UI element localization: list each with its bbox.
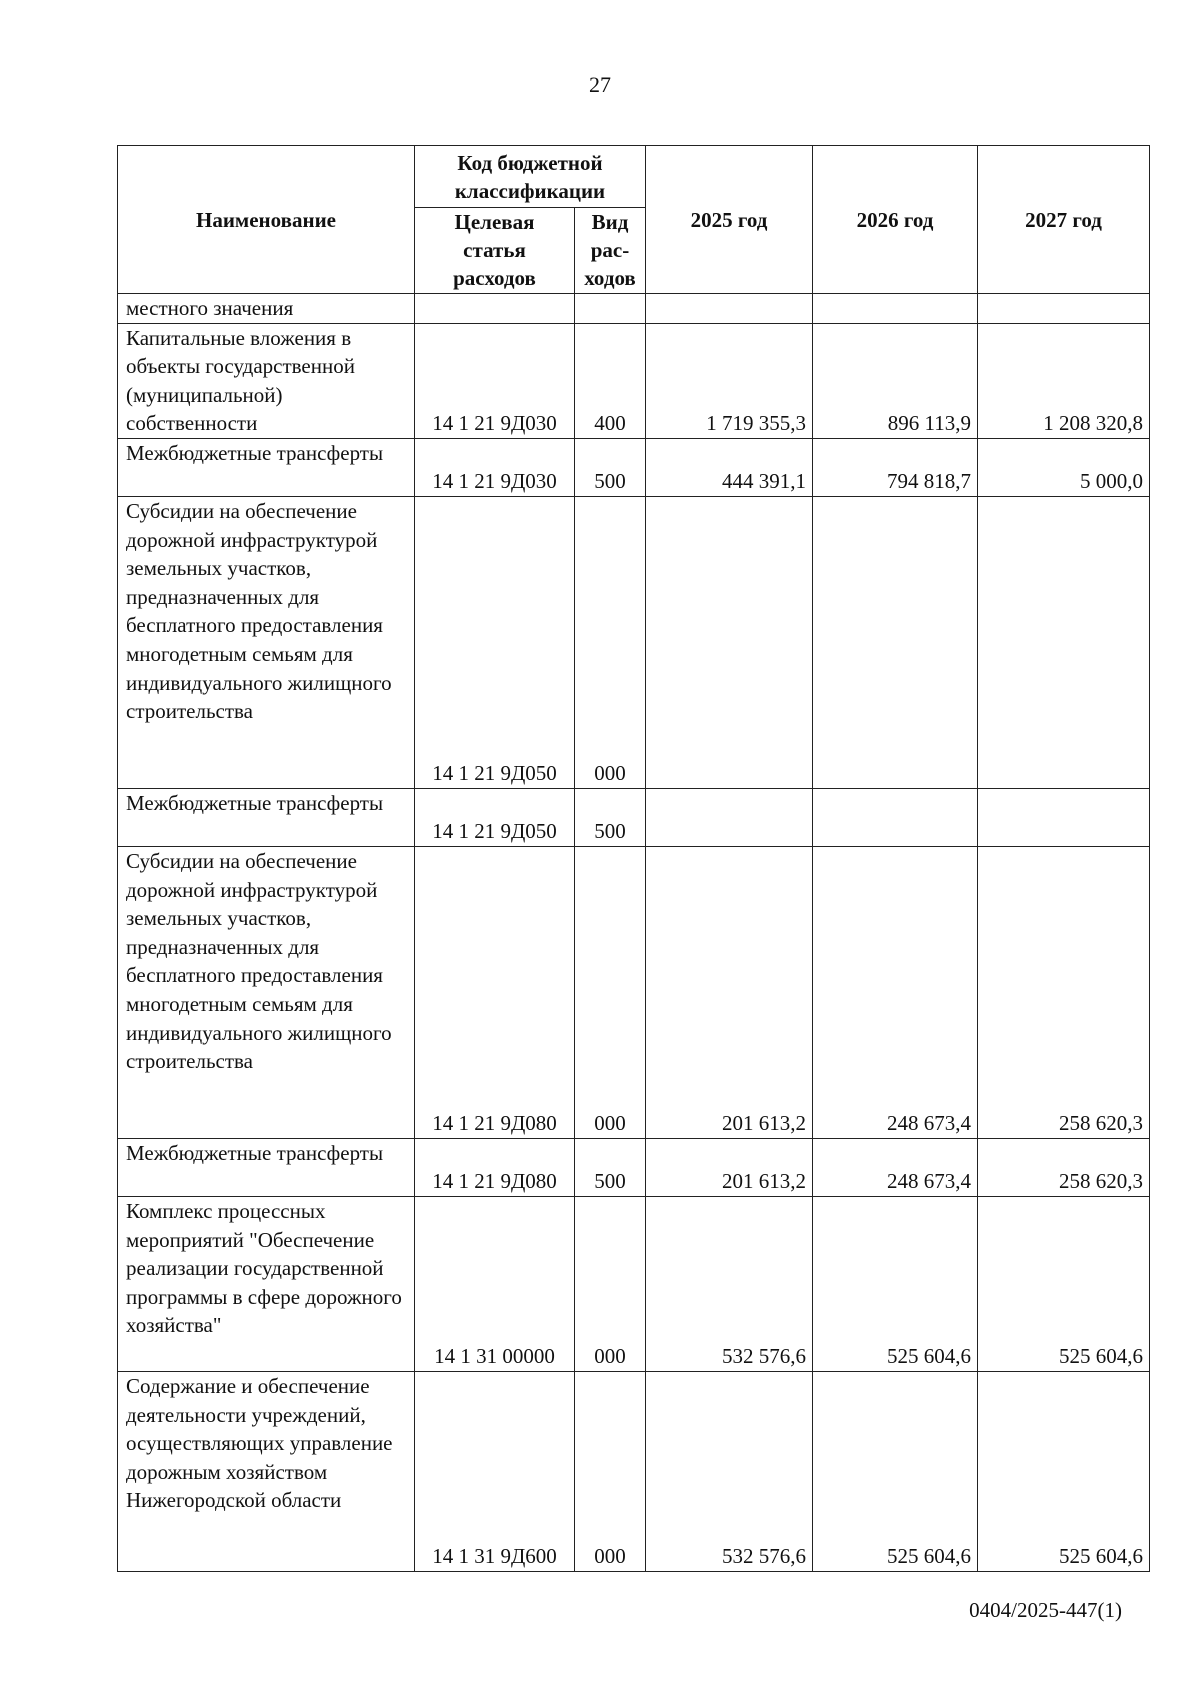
row-name: Субсидии на обеспечение дорожной инфраструктурой земельных участков, предназначенных для бесплатного предоставления многодетным семьям для индивидуального жилищного строительства (118, 846, 415, 1138)
table-row (118, 1138, 1150, 1196)
table-row (118, 438, 1150, 496)
row-name: Капитальные вложения в объекты государственной (муниципальной) собственности (118, 323, 415, 438)
row-value-2025: 444 391,1 (646, 438, 813, 496)
row-value-2026: 896 113,9 (813, 323, 978, 438)
row-value-2025: 532 576,6 (646, 1196, 813, 1371)
header-2026: 2026 год (813, 146, 978, 294)
row-value-2027: 5 000,0 (978, 438, 1150, 496)
row-value-2027 (978, 496, 1150, 788)
row-name: Содержание и обеспечение деятельности учреждений, осуществляющих управление дорожным хозяйством Нижегородской области (118, 1371, 415, 1571)
row-value-2027: 525 604,6 (978, 1196, 1150, 1371)
header-expense-kind: Вид рас-ходов (575, 208, 646, 294)
row-expense-kind: 500 (575, 1138, 646, 1196)
row-expense-kind: 500 (575, 788, 646, 846)
row-expense-kind: 500 (575, 438, 646, 496)
row-value-2026 (813, 294, 978, 324)
table-row (118, 323, 1150, 438)
row-value-2025 (646, 496, 813, 788)
row-value-2027: 258 620,3 (978, 1138, 1150, 1196)
header-2025: 2025 год (646, 146, 813, 294)
row-value-2026 (813, 496, 978, 788)
row-expense-kind: 000 (575, 846, 646, 1138)
table-row (118, 294, 1150, 324)
row-name: Субсидии на обеспечение дорожной инфраструктурой земельных участков, предназначенных для бесплатного предоставления многодетным семьям для индивидуального жилищного строительства (118, 496, 415, 788)
row-value-2027 (978, 294, 1150, 324)
header-target-article: Целевая статья расходов (415, 208, 575, 294)
row-value-2025: 532 576,6 (646, 1371, 813, 1571)
table-row (118, 846, 1150, 1138)
row-value-2027: 1 208 320,8 (978, 323, 1150, 438)
row-target-article: 14 1 31 9Д600 (415, 1371, 575, 1571)
row-value-2027: 258 620,3 (978, 846, 1150, 1138)
row-target-article: 14 1 21 9Д080 (415, 1138, 575, 1196)
row-value-2025: 1 719 355,3 (646, 323, 813, 438)
row-name: Межбюджетные трансферты (118, 788, 415, 846)
row-value-2026: 248 673,4 (813, 846, 978, 1138)
row-target-article (415, 294, 575, 324)
row-value-2025 (646, 294, 813, 324)
row-name: Межбюджетные трансферты (118, 438, 415, 496)
table-row (118, 496, 1150, 788)
table-row (118, 1371, 1150, 1571)
row-value-2026: 794 818,7 (813, 438, 978, 496)
row-value-2026: 525 604,6 (813, 1196, 978, 1371)
page-number: 27 (589, 72, 611, 97)
row-expense-kind: 400 (575, 323, 646, 438)
row-value-2026: 525 604,6 (813, 1371, 978, 1571)
row-value-2027 (978, 788, 1150, 846)
header-2027: 2027 год (978, 146, 1150, 294)
row-name: местного значения (118, 294, 415, 324)
row-expense-kind: 000 (575, 1196, 646, 1371)
row-target-article: 14 1 21 9Д080 (415, 846, 575, 1138)
row-name: Межбюджетные трансферты (118, 1138, 415, 1196)
row-target-article: 14 1 21 9Д050 (415, 496, 575, 788)
row-value-2027: 525 604,6 (978, 1371, 1150, 1571)
document-code: 0404/2025-447(1) (969, 1598, 1122, 1622)
row-target-article: 14 1 21 9Д050 (415, 788, 575, 846)
row-name: Комплекс процессных мероприятий "Обеспечение реализации государственной программы в сфере дорожного хозяйства" (118, 1196, 415, 1371)
row-expense-kind: 000 (575, 496, 646, 788)
row-target-article: 14 1 21 9Д030 (415, 323, 575, 438)
row-expense-kind: 000 (575, 1371, 646, 1571)
row-target-article: 14 1 31 00000 (415, 1196, 575, 1371)
table-row (118, 1196, 1150, 1371)
row-value-2025: 201 613,2 (646, 846, 813, 1138)
header-budget-code: Код бюджетной классификации (415, 146, 646, 208)
table-body (118, 294, 1150, 1572)
budget-table (117, 145, 1150, 1572)
row-value-2026: 248 673,4 (813, 1138, 978, 1196)
header-name: Наименование (118, 146, 415, 294)
row-target-article: 14 1 21 9Д030 (415, 438, 575, 496)
row-value-2025: 201 613,2 (646, 1138, 813, 1196)
row-value-2025 (646, 788, 813, 846)
table-row (118, 788, 1150, 846)
row-value-2026 (813, 788, 978, 846)
header-row-1 (118, 146, 1150, 208)
row-expense-kind (575, 294, 646, 324)
